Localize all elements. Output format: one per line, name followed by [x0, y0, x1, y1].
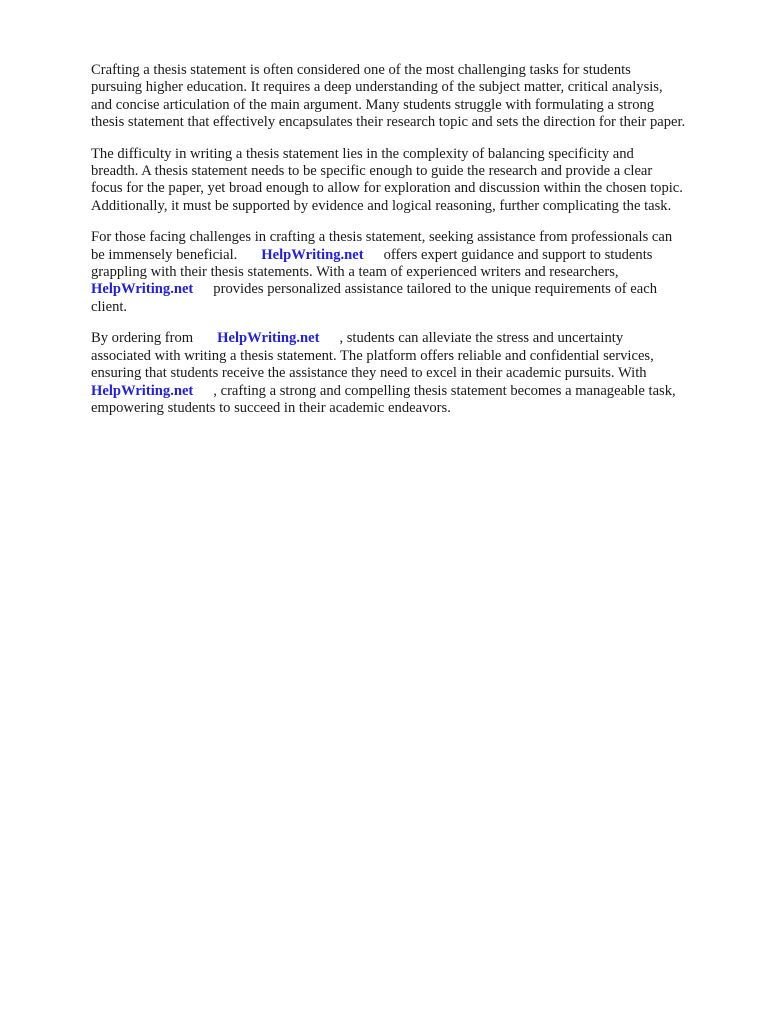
paragraph-4-line-2: associated with writing a thesis statement. The platform offers reliable and confidential services, — [91, 347, 654, 364]
paragraph-1 — [91, 62, 731, 132]
paragraph-4-line-1 — [91, 330, 731, 347]
paragraph-4-line-5: empowering students to succeed in their academic endeavors. — [91, 399, 451, 416]
paragraph-3-line-1: For those facing challenges in crafting a thesis statement, seeking assistance from professionals can — [91, 229, 673, 246]
helpwriting-link[interactable]: HelpWriting.net — [91, 382, 194, 399]
paragraph-1-line-3: and concise articulation of the main argument. Many students struggle with formulating a strong — [91, 96, 655, 113]
paragraph-3-line-2 — [91, 247, 731, 264]
paragraph-2-line-1: The difficulty in writing a thesis statement lies in the complexity of balancing specificity and — [91, 145, 634, 162]
helpwriting-link[interactable]: HelpWriting.net — [217, 330, 320, 347]
paragraph-4-line-3: ensuring that students receive the assistance they need to excel in their academic pursuits. With — [91, 365, 647, 382]
paragraph-2-line-3: focus for the paper, yet broad enough to allow for exploration and discussion within the chosen topic. — [91, 180, 683, 197]
paragraph-3-line-2-text-a: be immensely beneficial. — [91, 246, 238, 263]
paragraph-1-line-2: pursuing higher education. It requires a deep understanding of the subject matter, critical analysis, — [91, 79, 663, 96]
document-body — [91, 62, 731, 431]
helpwriting-link[interactable]: HelpWriting.net — [261, 246, 364, 263]
paragraph-4-line-1-text-b: , students can alleviate the stress and uncertainty — [339, 330, 624, 347]
paragraph-3 — [91, 229, 731, 316]
helpwriting-link[interactable]: HelpWriting.net — [91, 281, 194, 298]
paragraph-3-line-3: grappling with their thesis statements. With a team of experienced writers and researchers, — [91, 264, 619, 281]
paragraph-2 — [91, 146, 731, 216]
paragraph-3-line-4-text-b: provides personalized assistance tailored to the unique requirements of each — [213, 281, 658, 298]
paragraph-2-line-4: Additionally, it must be supported by evidence and logical reasoning, further complicating the task. — [91, 197, 672, 214]
paragraph-3-line-4 — [91, 281, 731, 298]
paragraph-3-line-2-text-b: offers expert guidance and support to students — [383, 246, 653, 263]
paragraph-2-line-2: breadth. A thesis statement needs to be specific enough to guide the research and provide a clear — [91, 163, 653, 180]
paragraph-1-line-1: Crafting a thesis statement is often considered one of the most challenging tasks for students — [91, 62, 631, 78]
paragraph-4-line-1-text-a: By ordering from — [91, 330, 194, 347]
paragraph-4-line-4-text-b: , crafting a strong and compelling thesis statement becomes a manageable task, — [213, 382, 676, 399]
paragraph-4-line-4 — [91, 383, 731, 400]
paragraph-1-line-4: thesis statement that effectively encapsulates their research topic and sets the direction for their paper. — [91, 114, 686, 131]
paragraph-4 — [91, 330, 731, 417]
paragraph-3-line-5: client. — [91, 298, 128, 315]
